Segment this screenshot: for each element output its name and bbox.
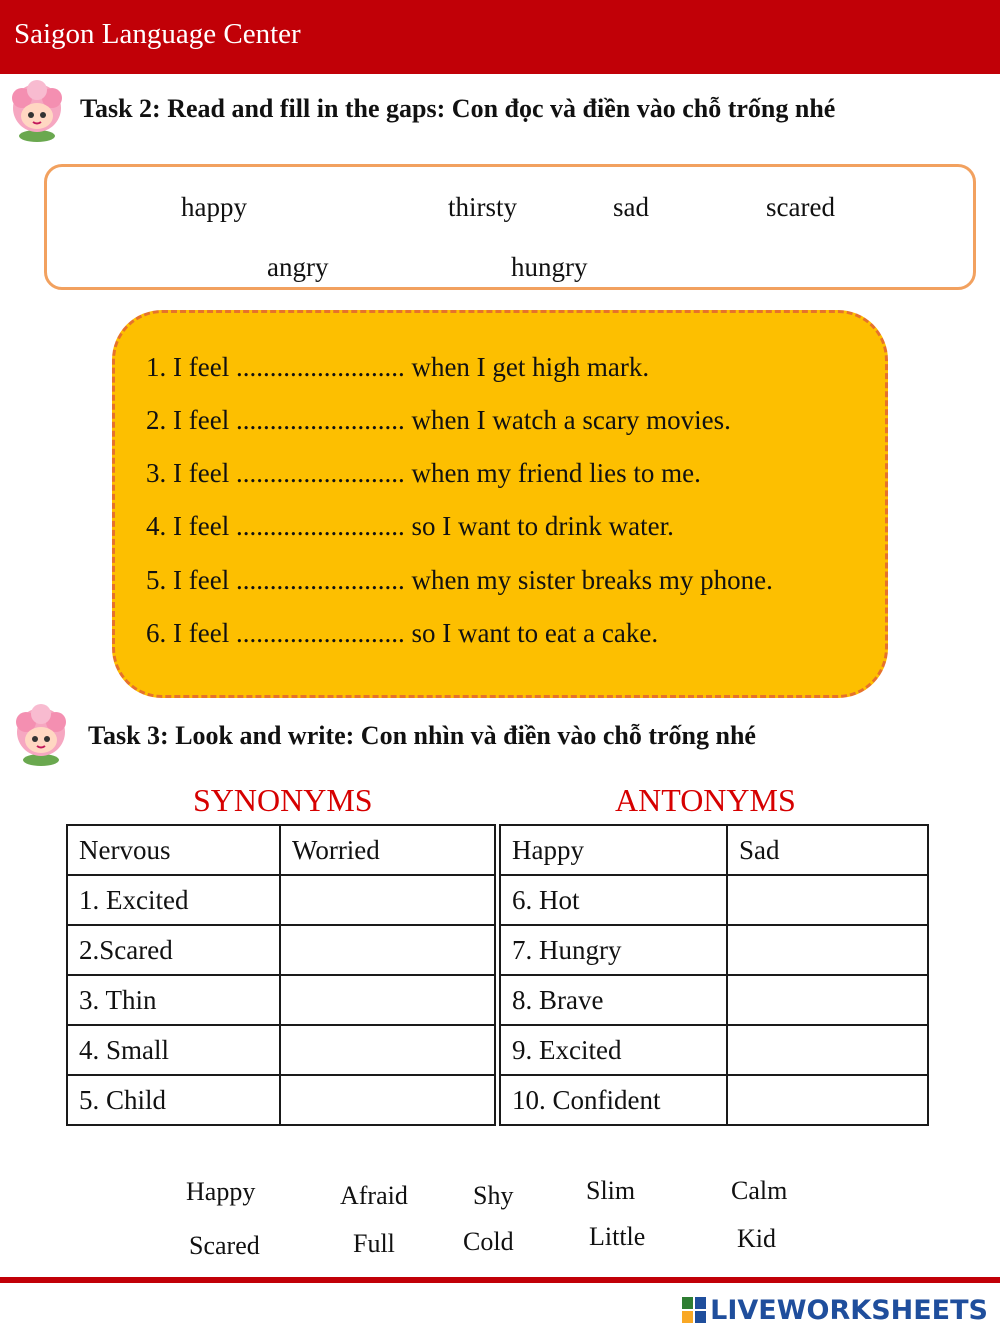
answer-cell[interactable] <box>280 1025 495 1075</box>
table-cell: 8. Brave <box>500 975 727 1025</box>
answer-cell[interactable] <box>727 925 928 975</box>
table-cell: Worried <box>280 825 495 875</box>
table-row <box>500 925 928 975</box>
word-bank-item: Little <box>589 1222 646 1251</box>
answer-cell[interactable] <box>727 975 928 1025</box>
sentence-item: 1. I feel ......................... when I get high mark. <box>146 352 650 382</box>
header-title: Saigon Language Center <box>14 18 301 50</box>
sentence-item: 5. I feel ......................... when my sister breaks my phone. <box>146 565 773 595</box>
word-box-item: scared <box>766 192 835 222</box>
table-row <box>67 825 495 875</box>
antonyms-table <box>499 824 929 1126</box>
table-cell: Happy <box>500 825 727 875</box>
liveworksheets-logo-icon <box>682 1297 706 1323</box>
table-row <box>500 1025 928 1075</box>
word-box-item: angry <box>267 252 329 282</box>
table-cell: 1. Excited <box>67 875 280 925</box>
table-row <box>500 875 928 925</box>
word-bank-item: Calm <box>731 1176 788 1205</box>
table-cell: Nervous <box>67 825 280 875</box>
word-box-item: happy <box>181 192 247 222</box>
answer-cell[interactable] <box>727 1025 928 1075</box>
logo-text: LIVEWORKSHEETS <box>710 1294 988 1326</box>
word-bank-item: Full <box>353 1229 395 1258</box>
answer-cell[interactable] <box>280 975 495 1025</box>
flower-mascot-icon <box>4 80 70 146</box>
sentence-item: 4. I feel ......................... so I want to drink water. <box>146 511 674 541</box>
word-bank-item: Cold <box>463 1227 514 1256</box>
flower-mascot-icon <box>8 704 74 770</box>
table-cell: 2.Scared <box>67 925 280 975</box>
table-cell: 3. Thin <box>67 975 280 1025</box>
table-cell: 7. Hungry <box>500 925 727 975</box>
task3-title: Task 3: Look and write: Con nhìn và điền vào chỗ trống nhé <box>88 721 756 750</box>
table-row <box>67 1075 495 1125</box>
word-bank-item: Shy <box>473 1181 514 1210</box>
word-bank-item: Slim <box>586 1176 636 1205</box>
synonyms-table <box>66 824 496 1126</box>
table-cell: 9. Excited <box>500 1025 727 1075</box>
footer-bar <box>0 1277 1000 1283</box>
word-box-item: thirsty <box>448 192 518 222</box>
sentence-item: 6. I feel ......................... so I want to eat a cake. <box>146 618 659 648</box>
answer-cell[interactable] <box>727 875 928 925</box>
table-cell: 6. Hot <box>500 875 727 925</box>
answer-cell[interactable] <box>727 1075 928 1125</box>
table-cell: Sad <box>727 825 928 875</box>
table-row <box>500 975 928 1025</box>
word-bank-item: Happy <box>186 1177 256 1206</box>
table-row <box>67 925 495 975</box>
table-row <box>67 975 495 1025</box>
word-bank-item: Afraid <box>340 1181 408 1210</box>
liveworksheets-logo[interactable] <box>682 1293 988 1327</box>
sentence-item: 2. I feel ......................... when I watch a scary movies. <box>146 405 731 435</box>
table-row <box>500 825 928 875</box>
header-bar <box>0 0 1000 74</box>
table-row <box>500 1075 928 1125</box>
antonyms-heading: ANTONYMS <box>615 782 796 818</box>
task2-title: Task 2: Read and fill in the gaps: Con đọc và điền vào chỗ trống nhé <box>80 94 836 123</box>
sentence-item: 3. I feel ......................... when my friend lies to me. <box>146 458 701 488</box>
answer-cell[interactable] <box>280 875 495 925</box>
table-cell: 4. Small <box>67 1025 280 1075</box>
answer-cell[interactable] <box>280 925 495 975</box>
word-box-item: hungry <box>511 252 588 282</box>
table-cell: 5. Child <box>67 1075 280 1125</box>
synonyms-heading: SYNONYMS <box>193 782 373 818</box>
word-box <box>44 164 976 290</box>
table-row <box>67 1025 495 1075</box>
table-cell: 10. Confident <box>500 1075 727 1125</box>
word-box-item: sad <box>613 192 649 222</box>
word-bank-item: Kid <box>737 1224 776 1253</box>
table-row <box>67 875 495 925</box>
answer-cell[interactable] <box>280 1075 495 1125</box>
word-bank-item: Scared <box>189 1231 260 1260</box>
